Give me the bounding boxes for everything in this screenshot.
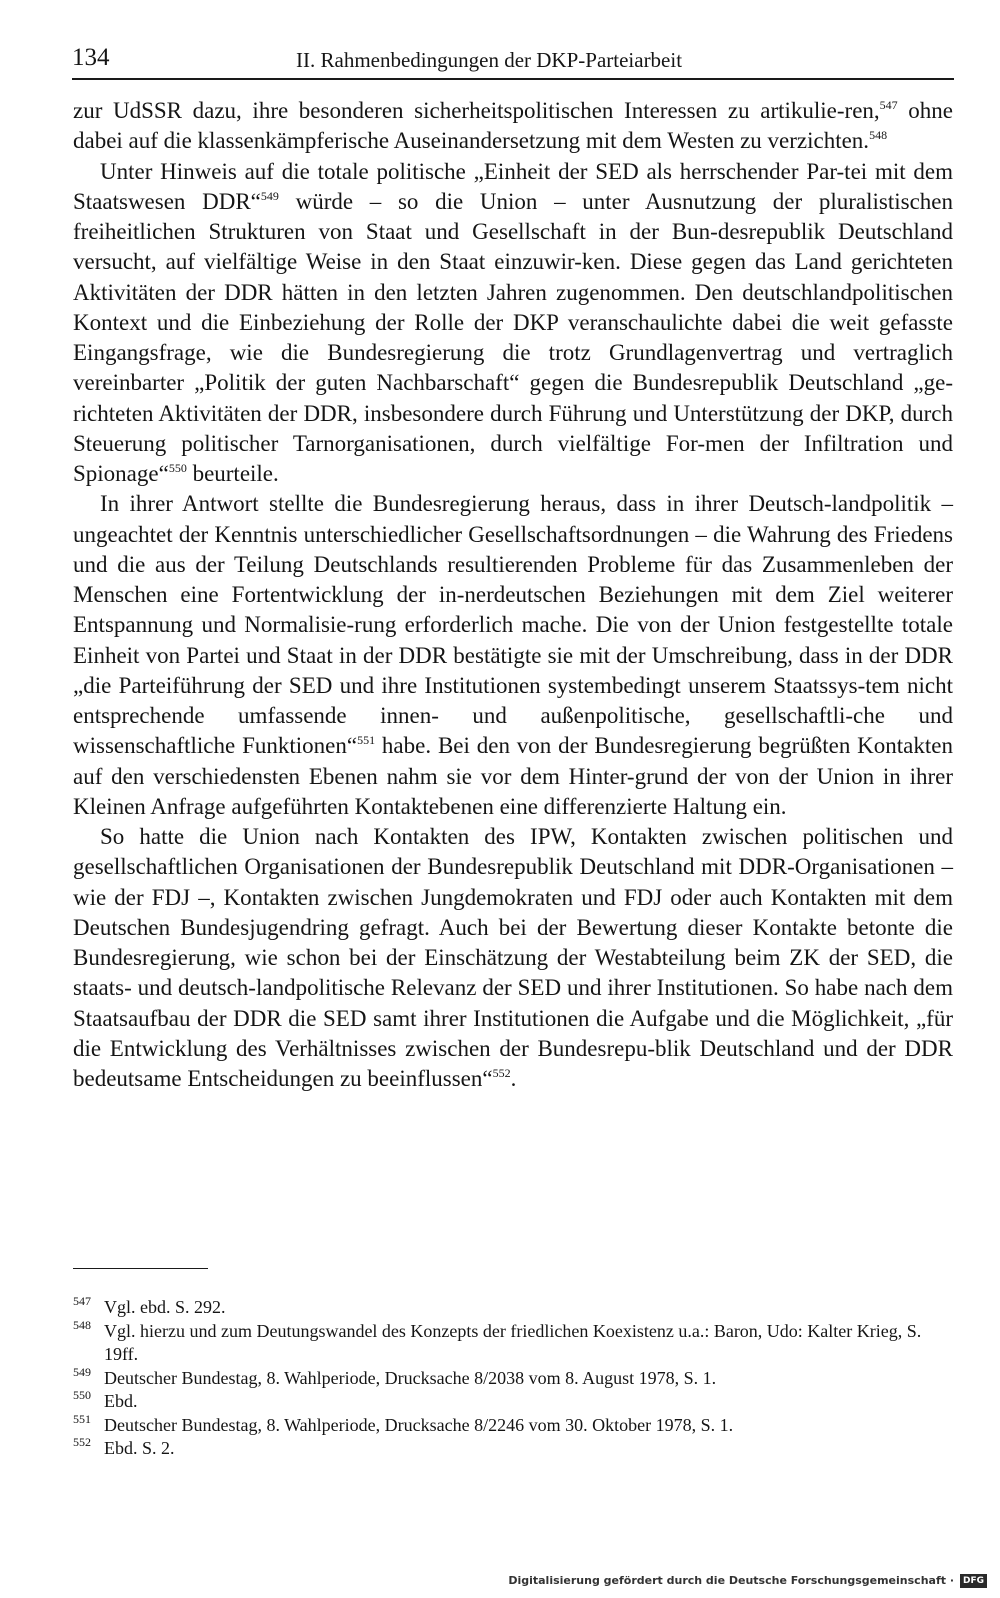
paragraph-text: würde – so die Union – unter Ausnutzung der pluralistischen freiheitlichen Strukturen von Staat und Gesellschaft in der Bun-desrepublik Deutschland versucht, auf vielfältige Weise in den Staat einzuwir-ken. Diese gegen das Land gerichteten Aktivitäten der DDR hätten in den letzten Jahren zugenommen. Den deutschlandpolitischen Kontext und die Einbeziehung der Rolle der DKP veranschaulichte dabei die weit gefasste Eingangsfrage, wie die Bundesregierung die trotz Grundlagenvertrag und vertraglich vereinbarter „Politik der guten Nachbarschaft“ gegen die Bundesrepublik Deutschland „ge-richteten Aktivitäten der DDR, insbesondere durch Führung und Unterstützung der DKP, durch Steuerung politischer Tarnorganisationen, durch vielfältige For-men der Infiltration und Spionage“ (73, 188, 954, 486)
footnote-reference[interactable]: 548 (869, 128, 888, 143)
footnote-number: 550 (73, 1388, 91, 1402)
paragraph-text: So hatte die Union nach Kontakten des IPW, Kontakten zwischen politischen und gesellschaftlichen Organisationen der Bundesrepublik Deutschland mit DDR-Organisationen – wie der FDJ –, Kontakten zwischen Jungdemokraten und FDJ oder auch Kontakten mit dem Deutschen Bundesjugendring gefragt. Auch bei der Bewertung dieser Kontakte betonte die Bundesregierung, wie schon bei der Einschätzung der Westabteilung beim ZK der SED, die staats- und deutsch-landpolitische Relevanz der SED und ihrer Institutionen. So habe nach dem Staatsaufbau der DDR die SED samt ihrer Institutionen die Aufgabe und die Möglichkeit, „für die Entwicklung des Verhältnisses zwischen der Bundesrepu-blik Deutschland und der DDR bedeutsame Entscheidungen zu beeinflussen“ (73, 824, 953, 1091)
digitization-credit: Digitalisierung gefördert durch die Deutsche Forschungsgemeinschaft · (508, 1574, 954, 1587)
footnote-text: Deutscher Bundestag, 8. Wahlperiode, Drucksache 8/2038 vom 8. August 1978, S. 1. (104, 1367, 717, 1388)
paragraph-text: ohne dabei auf die klassenkämpferische Auseinandersetzung mit dem Westen zu verzichten. (73, 98, 953, 154)
footnote-text: Vgl. ebd. S. 292. (104, 1297, 226, 1317)
body-text (73, 96, 953, 1094)
footnote-548 (73, 1317, 953, 1367)
footnote-551 (73, 1411, 953, 1438)
footnote-rule (73, 1268, 208, 1269)
paragraph-text: Unter Hinweis auf die totale politische „Einheit der SED als herrschender Par-tei mit dem Staatswesen DDR“ (73, 158, 953, 214)
header-rule (72, 78, 954, 80)
footnote-text: Ebd. S. 2. (104, 1438, 175, 1458)
page-number: 134 (72, 44, 110, 71)
footnote-text: Deutscher Bundestag, 8. Wahlperiode, Drucksache 8/2246 vom 30. Oktober 1978, S. 1. (104, 1414, 734, 1435)
footnote-text: Vgl. hierzu und zum Deutungswandel des Konzepts der friedlichen Koexistenz u.a.: Baron, Udo: Kalter Krieg, S. 19ff. (104, 1320, 922, 1364)
paragraph-text: zur UdSSR dazu, ihre besonderen sicherheitspolitischen Interessen zu artikulie-ren, (73, 98, 880, 123)
footnote-reference[interactable]: 550 (168, 461, 187, 475)
paragraph-text: habe. Bei den von der Bundesregierung begrüßten Kontakten auf den verschiedensten Ebenen nahm sie vor dem Hinter-grund der von der Union in ihrer Kleinen Anfrage aufgeführten Kontaktebenen eine differenzierte Haltung ein. (73, 733, 953, 819)
footnote-number: 551 (73, 1411, 91, 1426)
footnote-reference[interactable]: 552 (492, 1066, 511, 1080)
footnote-number: 549 (73, 1364, 91, 1379)
footnote-552 (73, 1437, 953, 1461)
footnote-547 (73, 1296, 953, 1320)
paragraph-text: In ihrer Antwort stellte die Bundesregierung heraus, dass in ihrer Deutsch-landpolitik – ungeachtet der Kenntnis unterschiedlicher Gesellschaftsordnungen – die Wahrung des Friedens und die aus der Teilung Deutschlands resultierenden Probleme für das Zusammenleben der Menschen eine Fortentwicklung der in-nerdeutschen Beziehungen mit dem Ziel weiterer Entspannung und Normalisie-rung erforderlich mache. Die von der Union festgestellte totale Einheit von Partei und Staat in der DDR bestätigte sie mit der Umschreibung, dass in der DDR „die Parteiführung der SED und ihre Institutionen systembedingt unserem Staatssys-tem nicht entsprechende umfassende innen- und außenpolitische, gesellschaftli-che und wissenschaftliche Funktionen“ (73, 491, 953, 759)
paragraph-text: . (510, 1066, 517, 1091)
footnote-number: 547 (73, 1294, 91, 1308)
paragraph-2 (73, 157, 953, 490)
footnote-549 (73, 1364, 953, 1391)
dfg-logo: DFG (960, 1574, 987, 1588)
running-title: II. Rahmenbedingungen der DKP-Parteiarbeit (296, 48, 683, 72)
footnote-reference[interactable]: 547 (879, 98, 898, 112)
footnote-text: Ebd. (104, 1391, 138, 1411)
footnotes (73, 1296, 953, 1461)
paragraph-3 (73, 489, 953, 822)
paragraph-4 (73, 822, 953, 1094)
footnote-number: 548 (73, 1317, 91, 1332)
paragraph-1 (73, 96, 953, 157)
footnote-reference[interactable]: 549 (260, 188, 279, 203)
footnote-reference[interactable]: 551 (357, 733, 376, 748)
paragraph-text: beurteile. (186, 461, 279, 486)
footnote-550 (73, 1390, 953, 1414)
footnote-number: 552 (73, 1435, 91, 1449)
